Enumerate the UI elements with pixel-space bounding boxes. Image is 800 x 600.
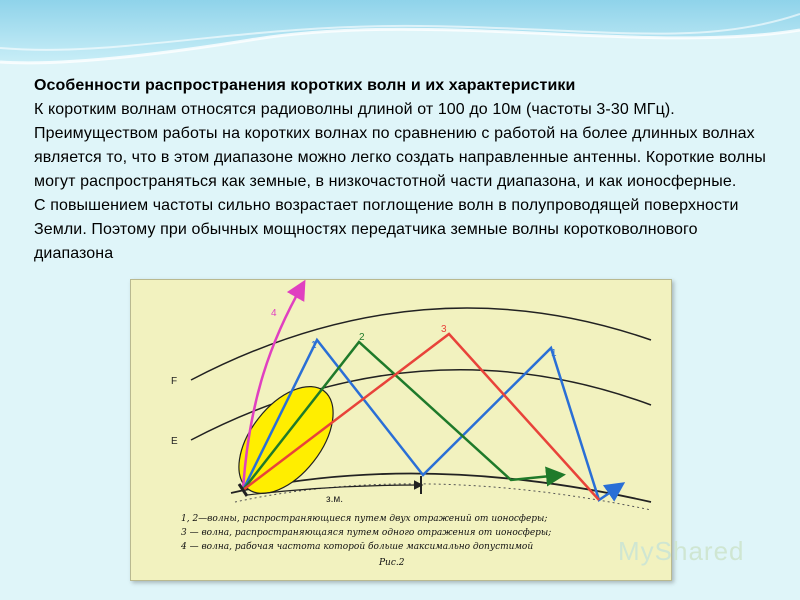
layer-f-label: F <box>171 376 178 387</box>
ground-wave-label: з.м. <box>326 494 344 505</box>
slide-title: Особенности распространения коротких волн и их характеристики <box>34 77 576 94</box>
paragraph-1: К коротким волнам относятся радиоволны длиной от 100 до 10м (частоты 3-30 МГц). Преимуществом работы на коротких волнах по сравнению с работой на более длинных волнах является то, что в этом диапазоне можно легко создать направленные антенны. Короткие волны могут распространяться как земные, в низкочастотной части диапазона, и как ионосферные. <box>34 101 767 190</box>
wave-3-label: 3 <box>441 324 447 335</box>
wave-1-label-a: 1 <box>311 340 317 351</box>
paragraph-2: С повышением частоты сильно возрастает поглощение волн в полупроводящей поверхности Земли. Поэтому при обычных мощностях передатчика земные волны коротковолнового диапазона <box>34 197 739 262</box>
caption-line-3: 4 — волна, рабочая частота которой больше максимально допустимой <box>181 542 534 552</box>
wave-2-label: 2 <box>359 332 365 343</box>
caption-line-1: 1, 2—волны, распространяющиеся путем двух отражений от ионосферы; <box>181 514 548 524</box>
wave-propagation-figure <box>130 279 672 581</box>
layer-f-arc <box>191 308 651 380</box>
layer-e-label: E <box>171 436 178 447</box>
caption-line-2: 3 — волна, распространяющаяся путем одного отражения от ионосферы; <box>181 528 552 538</box>
wave-4-label: 4 <box>271 308 277 319</box>
figure-label: Рис.2 <box>379 558 405 568</box>
wave-1-label-b: 1 <box>551 348 557 359</box>
watermark: MyShared <box>618 536 745 566</box>
antenna-lobe <box>220 370 352 511</box>
slide-text <box>34 74 774 266</box>
